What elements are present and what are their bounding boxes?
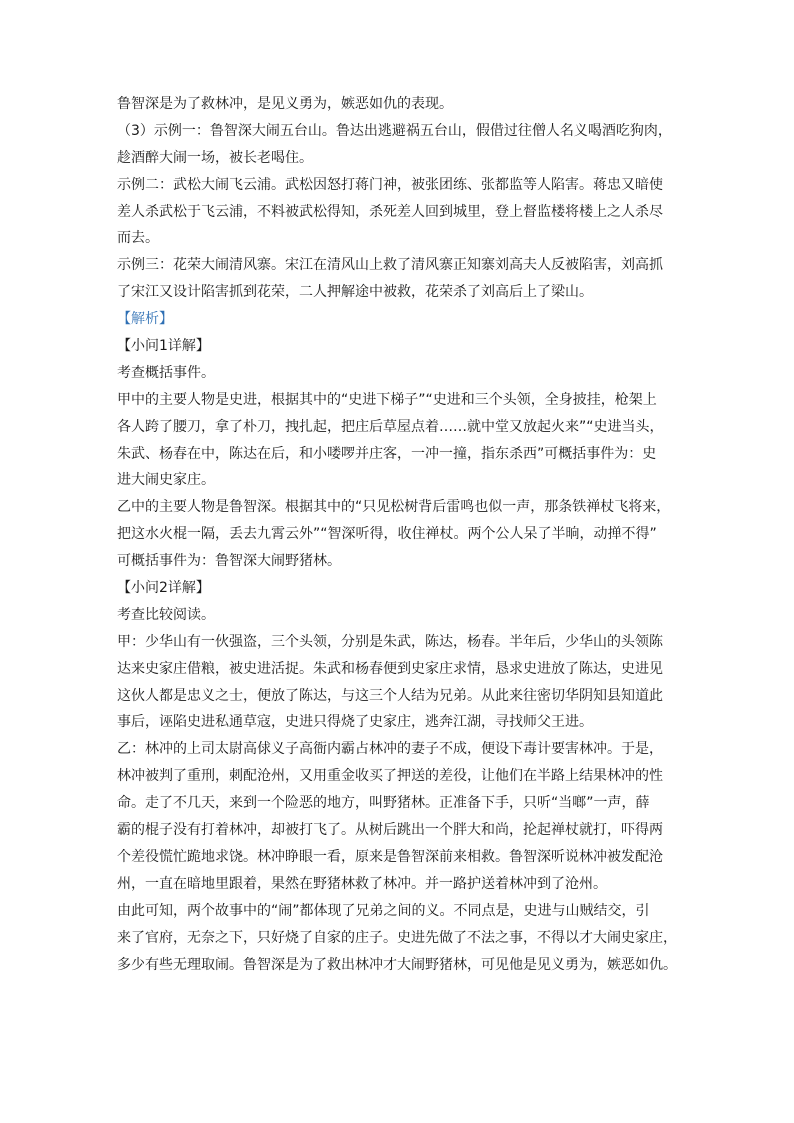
text-line: 进大闹史家庄。 (117, 472, 215, 489)
text-line: 甲：少华山有一伙强盗，三个头领，分别是朱武，陈达，杨春。半年后，少华山的头领陈 (117, 633, 663, 650)
text-line: 了宋江又设计陷害抓到花荣，二人押解途中被救，花荣杀了刘高后上了梁山。 (117, 284, 593, 301)
text-line: 命。走了不几天，来到一个险恶的地方，叫野猪林。正准备下手，只听“当啷”一声，薛 (117, 795, 650, 812)
text-line: 这伙人都是忠义之士，便放了陈达，与这三个人结为兄弟。从此来往密切华阴知县知道此 (117, 687, 663, 704)
answer-document (117, 91, 682, 978)
text-line: 考查概括事件。 (117, 364, 215, 381)
subquestion-2-heading: 【小问2详解】 (117, 580, 210, 597)
text-line: 示例三：花荣大闹清风寨。宋江在清风山上救了清风寨正知寨刘高夫人反被陷害，刘高抓 (117, 257, 663, 274)
subquestion-1-heading: 【小问1详解】 (117, 338, 210, 355)
text-line: 乙：林冲的上司太尉高俅义子高衙内霸占林冲的妻子不成，便设下毒计要害林冲。于是， (117, 741, 663, 758)
text-line: 州，一直在暗地里跟着，果然在野猪林救了林冲。并一路护送着林冲到了沧州。 (117, 875, 607, 892)
text-line: 各人跨了腰刀，拿了朴刀，拽扎起，把庄后草屋点着……就中堂又放起火来”“史进当头， (117, 418, 664, 435)
text-line: 差人杀武松于飞云浦，不料被武松得知，杀死差人回到城里，登上督监楼将楼上之人杀尽 (117, 203, 663, 220)
text-line: 来了官府，无奈之下，只好烧了自家的庄子。史进先做了不法之事，不得以才大闹史家庄， (117, 929, 677, 946)
text-line: 把这水火棍一隔，丢去九霄云外”“智深听得，收住禅杖。两个公人呆了半晌，动掸不得” (117, 526, 657, 543)
text-line: 霸的棍子没有打着林冲，却被打飞了。从树后跳出一个胖大和尚，抡起禅杖就打，吓得两 (117, 822, 663, 839)
text-line: 林冲被判了重刑，刺配沧州，又用重金收买了押送的差役，让他们在半路上结果林冲的性 (117, 768, 663, 785)
text-line: 示例二：武松大闹飞云浦。武松因怒打蒋门神，被张团练、张都监等人陷害。蒋忠又暗使 (117, 176, 663, 193)
text-line: 朱武、杨春在中，陈达在后，和小喽啰并庄客，一冲一撞，指东杀西”可概括事件为：史 (117, 445, 657, 462)
text-line: 鲁智深是为了救林冲，是见义勇为，嫉恶如仇的表现。 (117, 96, 453, 112)
text-line: 考查比较阅读。 (117, 606, 215, 623)
text-line: 甲中的主要人物是史进，根据其中的“史进下梯子”“史进和三个头领，全身披挂，枪架上 (117, 391, 657, 408)
text-line: 乙中的主要人物是鲁智深。根据其中的“只见松树背后雷鸣也似一声，那条铁禅杖飞将来， (117, 499, 671, 516)
text-line: 多少有些无理取闹。鲁智深是为了救出林冲才大闹野猪林，可见他是见义勇为，嫉恶如仇。 (117, 956, 677, 973)
text-line: （3）示例一：鲁智深大闹五台山。鲁达出逃避祸五台山，假借过往僧人名义喝酒吃狗肉， (117, 122, 672, 139)
text-line: 由此可知，两个故事中的“闹”都体现了兄弟之间的义。不同点是，史进与山贼结交，引 (117, 902, 650, 919)
text-line: 趁酒醉大闹一场，被长老喝住。 (117, 149, 313, 166)
analysis-heading: 【解析】 (117, 311, 173, 328)
text-line: 事后，诬陷史进私通草寇，史进只得烧了史家庄，逃奔江湖，寻找师父王进。 (117, 714, 593, 731)
text-line: 而去。 (117, 230, 159, 247)
text-line: 达来史家庄借粮，被史进活捉。朱武和杨春便到史家庄求情，恳求史进放了陈达，史进见 (117, 660, 663, 677)
text-line: 可概括事件为：鲁智深大闹野猪林。 (117, 553, 341, 570)
text-line: 个差役慌忙跪地求饶。林冲睁眼一看，原来是鲁智深前来相救。鲁智深听说林冲被发配沧 (117, 848, 663, 865)
